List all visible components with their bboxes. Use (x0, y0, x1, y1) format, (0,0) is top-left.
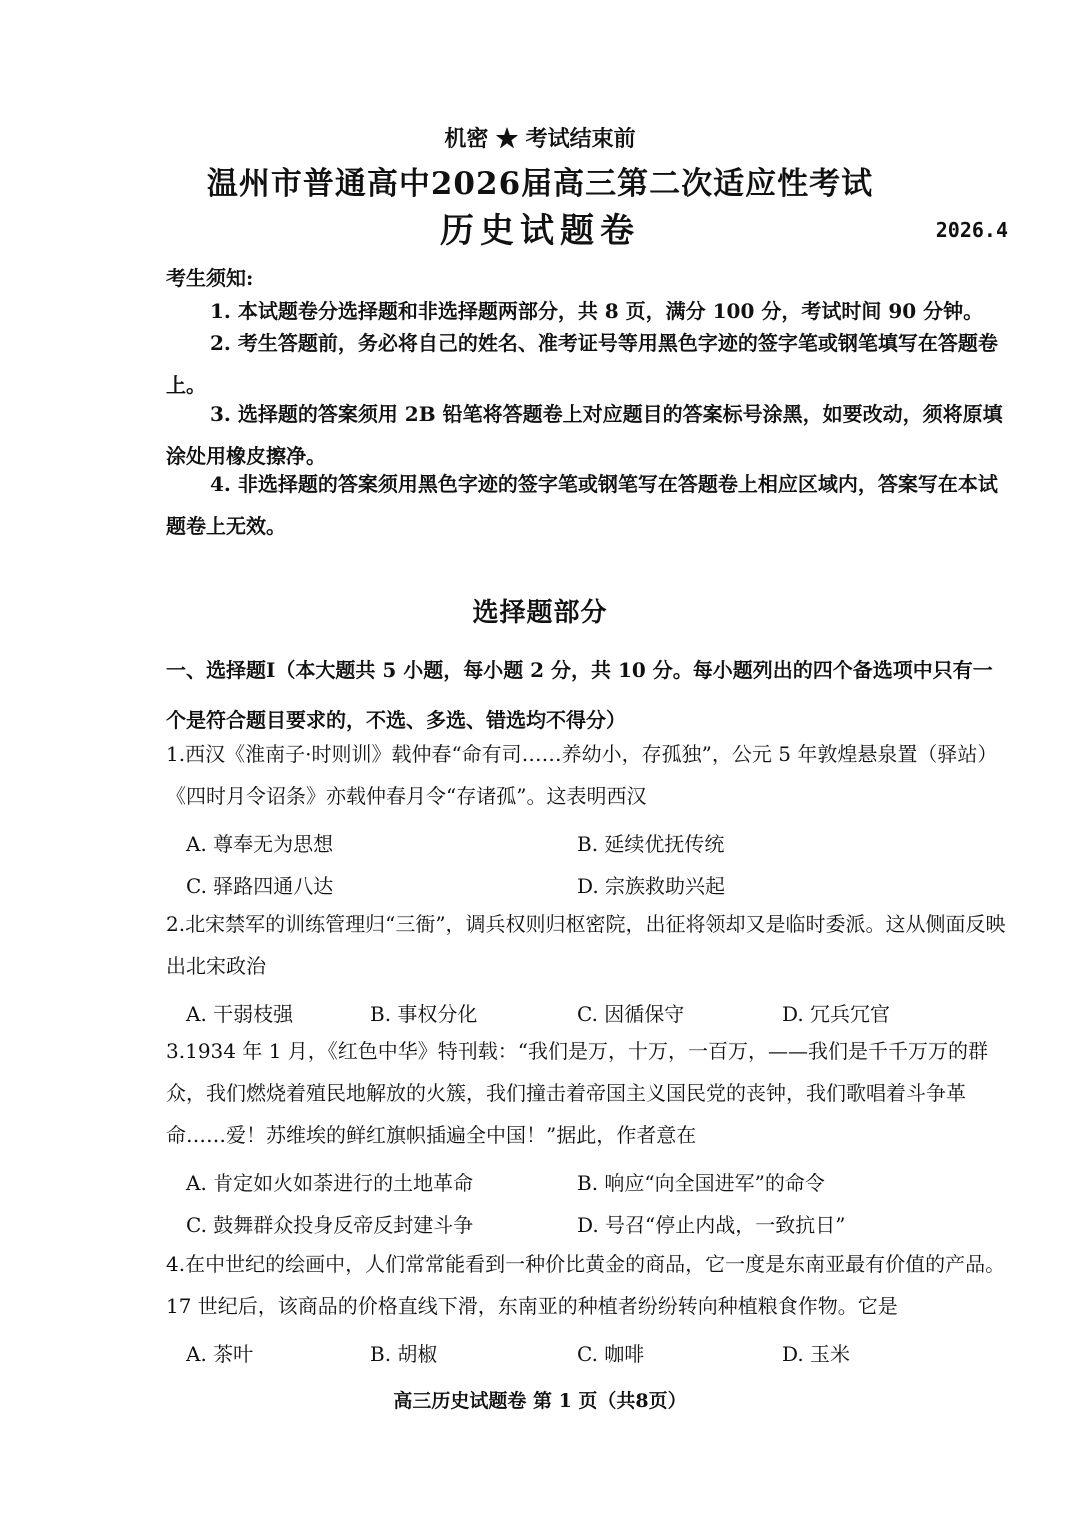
option-2b: B. 事权分化 (370, 1002, 478, 1026)
question-number: 4. (166, 1252, 186, 1276)
question-stem: 在中世纪的绘画中，人们常常能看到一种价比黄金的商品，它一度是东南亚最有价值的产品。17 世纪后，该商品的价格直线下滑，东南亚的种植者纷纷转向种植粮食作物。它是 (166, 1252, 1006, 1318)
notice-heading: 考生须知: (166, 266, 254, 290)
question-1 (166, 733, 1008, 817)
question-number: 3. (166, 1039, 186, 1063)
exam-date: 2026.4 (935, 218, 1008, 242)
option-3d: D. 号召“停止内战，一致抗日” (577, 1213, 846, 1237)
notice-item-4: 4. 非选择题的答案须用黑色字迹的签字笔或钢笔写在答题卷上相应区域内，答案写在本试题卷上无效。 (166, 472, 998, 538)
part-description: （本大题共 5 小题，每小题 2 分，共 10 分。每小题列出的四个备选项中只有一个是符合题目要求的，不选、多选、错选均不得分） (166, 658, 993, 732)
question-stem: 1934 年 1 月，《红色中华》特刊载：“我们是万，十万，一百万，——我们是千千万万的群众，我们燃烧着殖民地解放的火簇，我们撞击着帝国主义国民党的丧钟，我们歌唱着斗争革命……爱！苏维埃的鲜红旗帜插遍全中国！”据此，作者意在 (166, 1039, 989, 1147)
confidential-mark: 机密 ★ 考试结束前 (444, 126, 636, 152)
option-3c: C. 鼓舞群众投身反帝反封建斗争 (186, 1213, 474, 1237)
question-stem: 西汉《淮南子·时则训》载仲春“命有司……养幼小，存孤独”，公元 5 年敦煌悬泉置（驿站）《四时月令诏条》亦载仲春月令“存诸孤”。这表明西汉 (166, 742, 998, 808)
option-1a: A. 尊奉无为思想 (186, 832, 334, 856)
option-4d: D. 玉米 (782, 1342, 851, 1366)
option-2c: C. 因循保守 (577, 1002, 685, 1026)
option-4b: B. 胡椒 (370, 1342, 438, 1366)
option-4c: C. 咖啡 (577, 1342, 645, 1366)
option-4a: A. 茶叶 (186, 1342, 254, 1366)
notice-item-1: 1. 本试题卷分选择题和非选择题两部分，共 8 页，满分 100 分，考试时间 90 分钟。 (210, 299, 984, 323)
question-2 (166, 903, 1008, 987)
notice-item-3: 3. 选择题的答案须用 2B 铅笔将答题卷上对应题目的答案标号涂黑，如要改动，须将原填涂处用橡皮擦净。 (166, 402, 1003, 468)
question-number: 1. (166, 742, 186, 766)
question-3 (166, 1030, 1008, 1156)
question-number: 2. (166, 912, 186, 936)
question-4 (166, 1243, 1008, 1327)
option-2a: A. 干弱枝强 (186, 1002, 294, 1026)
section-title: 选择题部分 (472, 598, 608, 628)
page-footer: 高三历史试题卷 第 1 页（共8页） (393, 1390, 687, 1412)
option-3a: A. 肯定如火如荼进行的土地革命 (186, 1171, 474, 1195)
part-intro (166, 645, 1008, 745)
option-3b: B. 响应“向全国进军”的命令 (577, 1171, 825, 1195)
question-stem: 北宋禁军的训练管理归“三衙”，调兵权则归枢密院，出征将领却又是临时委派。这从侧面反映出北宋政治 (166, 912, 1006, 978)
exam-title: 温州市普通高中2026届高三第二次适应性考试 (206, 166, 874, 202)
part-heading: 一、选择题Ⅰ (166, 658, 276, 682)
option-2d: D. 冗兵冗官 (782, 1002, 891, 1026)
paper-subtitle: 历史试题卷 (440, 211, 640, 251)
option-1c: C. 驿路四通八达 (186, 874, 334, 898)
notice-item-2: 2. 考生答题前，务必将自己的姓名、准考证号等用黑色字迹的签字笔或钢笔填写在答题卷上。 (166, 331, 998, 397)
option-1d: D. 宗族救助兴起 (577, 874, 726, 898)
option-1b: B. 延续优抚传统 (577, 832, 725, 856)
